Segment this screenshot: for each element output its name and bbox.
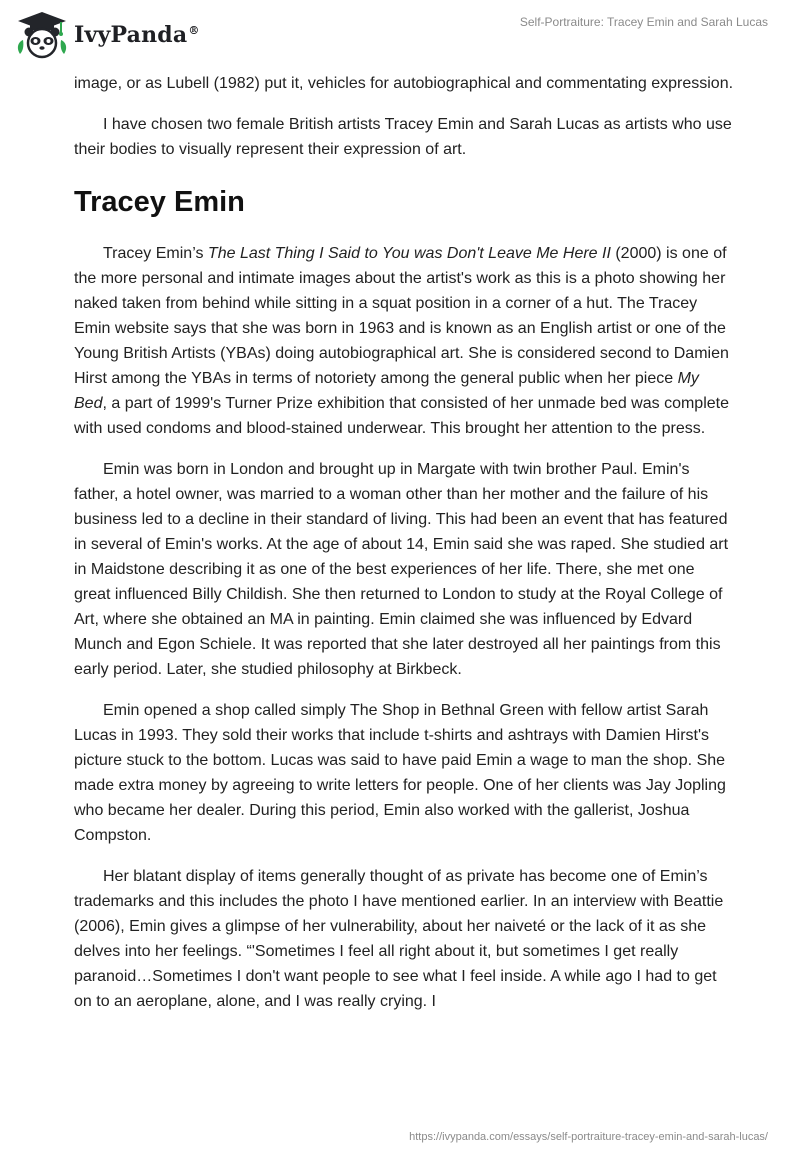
paragraph-artwork: Tracey Emin’s The Last Thing I Said to You was Don't Leave Me Here II (2000) is one of the more personal and intimate images about the artist's work as this is a photo showing her naked taken from behind while sitting in a squat position in a corner of a hut. The Tracey Emin website says that she was born in 1963 and is known as an English artist or one of the Young British Artists (YBAs) doing autobiographical art. She is considered second to Damien Hirst among the YBAs in terms of notoriety among the general public when her piece My Bed, a part of 1999's Turner Prize exhibition that consisted of her unmade bed was complete with used condoms and blood-stained underwear. This brought her attention to the press. xyxy=(74,245,729,437)
artwork-title: My Bed xyxy=(74,370,699,412)
brand-name: IvyPanda® xyxy=(74,22,200,48)
paragraph-intro: I have chosen two female British artists Tracey Emin and Sarah Lucas as artists who use their bodies to visually represent their expression of art. xyxy=(74,116,732,158)
brand-logo[interactable] xyxy=(14,7,214,63)
artwork-title: The Last Thing I Said to You was Don't Leave Me Here II xyxy=(207,245,611,262)
running-title: Self-Portraiture: Tracey Emin and Sarah Lucas xyxy=(519,15,768,29)
article-body xyxy=(74,71,734,1014)
paragraph-shop: Emin opened a shop called simply The Shop in Bethnal Green with fellow artist Sarah Lucas in 1993. They sold their works that include t-shirts and ashtrays with Damien Hirst's picture stuck to the bottom. Lucas was said to have paid Emin a wage to man the shop. She made extra money by agreeing to write letters for people. One of her clients was Jay Jopling who became her dealer. During this period, Emin also worked with the gallerist, Joshua Compston. xyxy=(74,702,726,844)
page-header xyxy=(0,0,800,66)
paragraph-interview: Her blatant display of items generally thought of as private has become one of Emin’s trademarks and this includes the photo I have mentioned earlier. In an interview with Beattie (2006), Emin gives a glimpse of her vulnerability, about her naiveté or the lack of it as she delves into her feelings. “'Sometimes I feel all right about it, but sometimes I get really paranoid…Sometimes I don't want people to see what I feel inside. A while ago I had to get on to an aeroplane, alone, and I was really crying. I xyxy=(74,868,724,1010)
paragraph-continued: image, or as Lubell (1982) put it, vehicles for autobiographical and commentating expression. xyxy=(74,75,734,92)
source-url-link[interactable]: https://ivypanda.com/essays/self-portraiture-tracey-emin-and-sarah-lucas/ xyxy=(409,1131,768,1143)
section-heading: Tracey Emin xyxy=(74,186,245,218)
paragraph-biography: Emin was born in London and brought up in Margate with twin brother Paul. Emin's father, a hotel owner, was married to a woman other than her mother and the failure of his business led to a decline in their standard of living. This had been an event that has featured in several of Emin's works. At the age of about 14, Emin said she was raped. She studied art in Maidstone describing it as one of the best experiences of her life. There, she met one great influenced Billy Childish. She then returned to London to study at the Royal College of Art, where she obtained an MA in painting. Emin claimed she was influenced by Edvard Munch and Egon Schiele. It was reported that she later destroyed all her paintings from this early period. Later, she studied philosophy at Birkbeck. xyxy=(74,461,729,678)
panda-graduate-icon xyxy=(14,10,70,60)
